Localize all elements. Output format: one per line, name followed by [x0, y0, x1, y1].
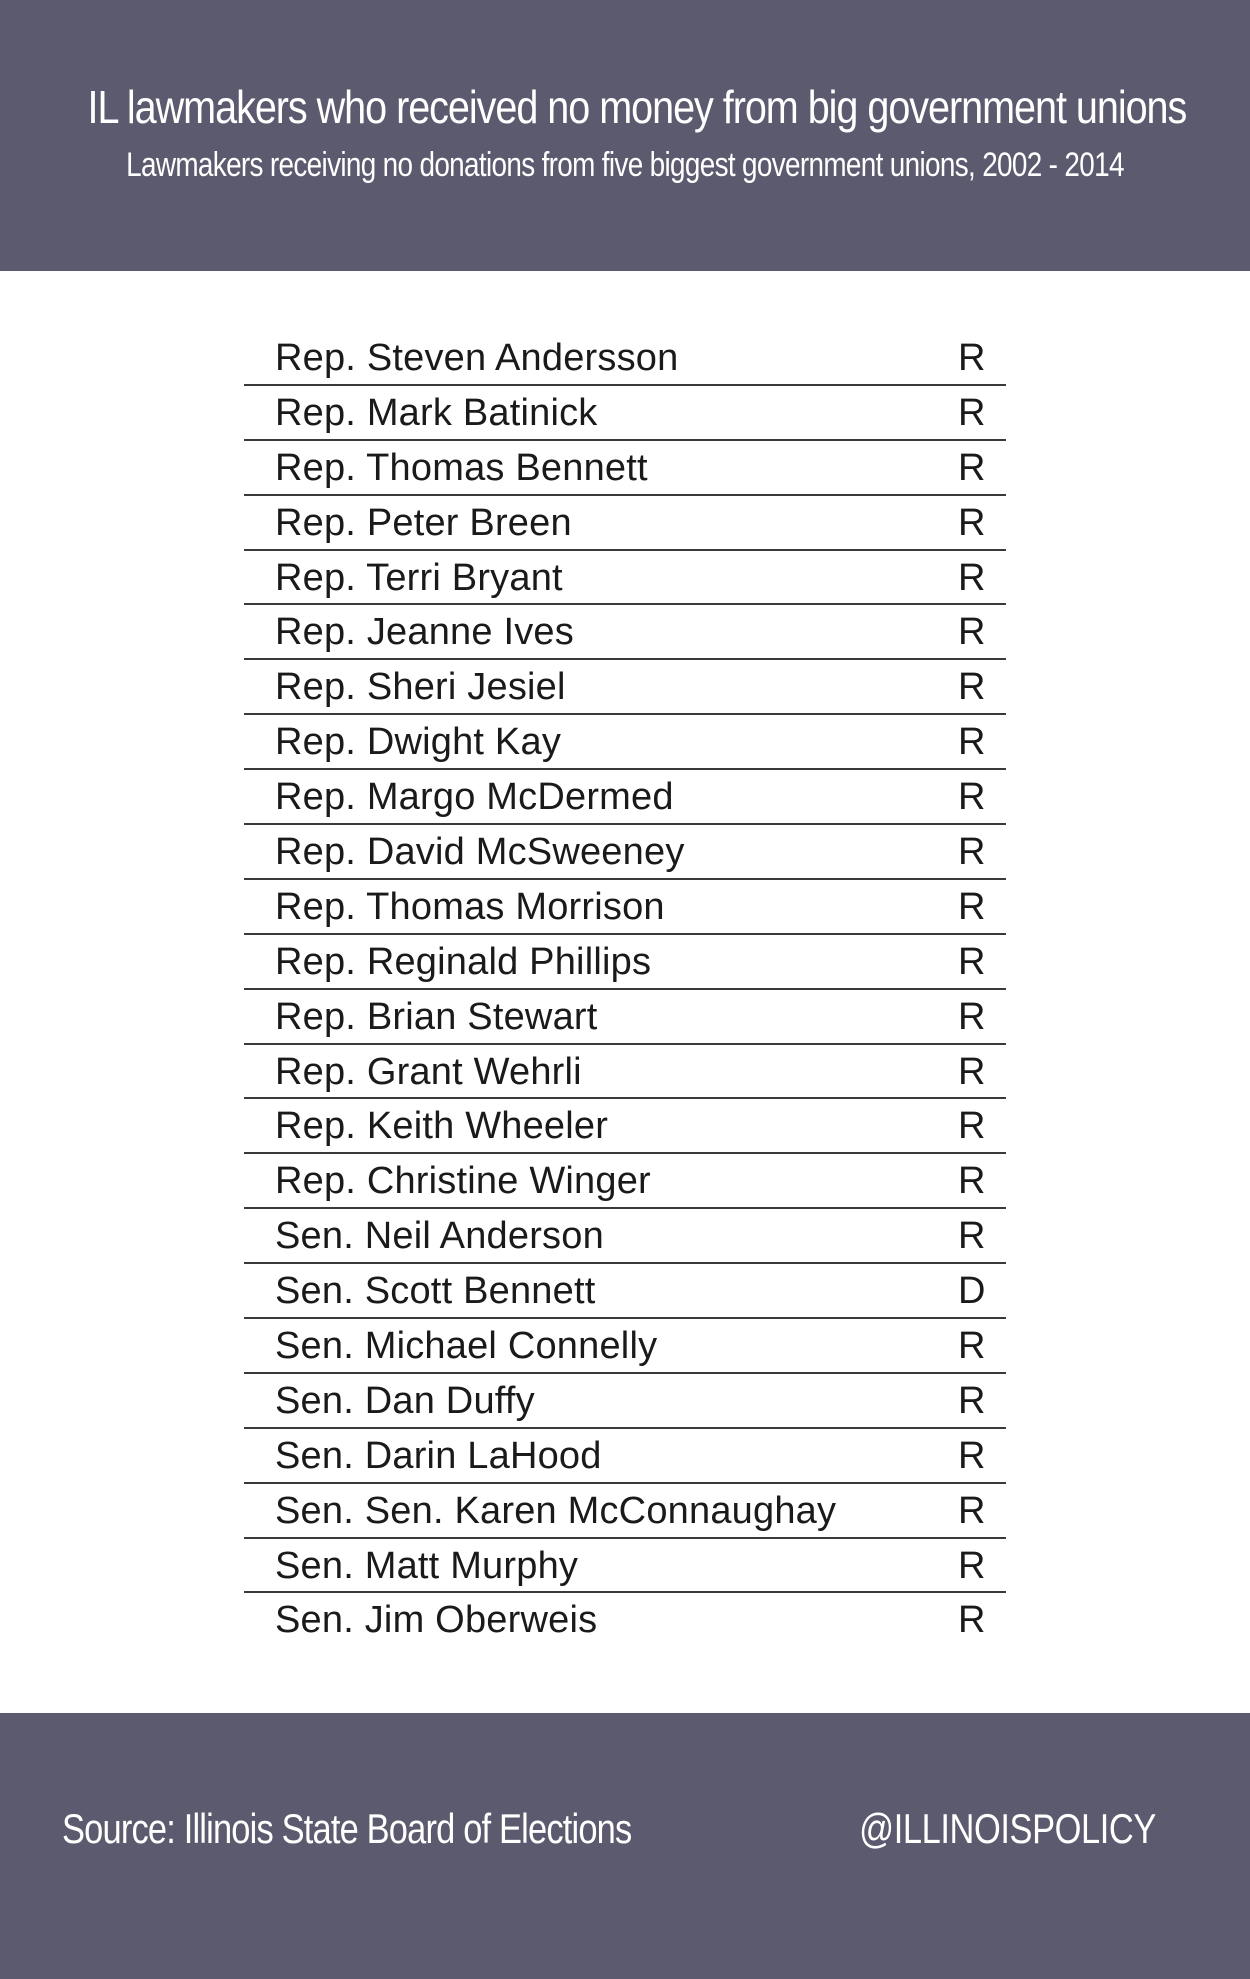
lawmaker-name: Rep. Sheri Jesiel — [275, 666, 566, 709]
party-label: R — [958, 1544, 986, 1587]
party-label: R — [958, 885, 986, 928]
table-row — [244, 551, 1006, 606]
page-title: IL lawmakers who received no money from big government unions — [87, 81, 1187, 133]
party-label: R — [958, 611, 986, 654]
footer-banner — [0, 1713, 1250, 1979]
social-handle: @ILLINOISPOLICY — [859, 1805, 1156, 1852]
header-banner — [0, 0, 1250, 271]
party-label: R — [958, 1599, 986, 1642]
lawmaker-table — [244, 331, 1006, 1648]
table-row — [244, 386, 1006, 441]
lawmaker-name: Sen. Jim Oberweis — [275, 1599, 598, 1642]
table-row — [244, 1593, 1006, 1648]
party-label: R — [958, 1050, 986, 1093]
party-label: R — [958, 940, 986, 983]
table-row — [244, 331, 1006, 386]
table-row — [244, 1319, 1006, 1374]
lawmaker-name: Rep. Brian Stewart — [275, 995, 598, 1038]
party-label: R — [958, 666, 986, 709]
lawmaker-name: Sen. Darin LaHood — [275, 1434, 602, 1477]
lawmaker-name: Sen. Michael Connelly — [275, 1325, 658, 1368]
table-row — [244, 990, 1006, 1045]
party-label: R — [958, 776, 986, 819]
lawmaker-name: Rep. Steven Andersson — [275, 337, 679, 379]
lawmaker-name: Rep. Christine Winger — [275, 1160, 651, 1203]
table-row — [244, 1484, 1006, 1539]
table-row — [244, 605, 1006, 660]
lawmaker-name: Rep. Reginald Phillips — [275, 940, 652, 983]
lawmaker-name: Rep. Thomas Morrison — [275, 885, 665, 928]
party-label: R — [958, 556, 986, 599]
lawmaker-name: Rep. Grant Wehrli — [275, 1050, 582, 1093]
lawmaker-name: Rep. Dwight Kay — [275, 721, 562, 764]
lawmaker-name: Rep. David McSweeney — [275, 831, 685, 874]
page-subtitle: Lawmakers receiving no donations from five biggest government unions, 2002 - 2014 — [126, 146, 1124, 184]
table-row — [244, 1154, 1006, 1209]
party-label: R — [958, 501, 986, 544]
party-label: R — [958, 391, 986, 434]
table-row — [244, 715, 1006, 770]
lawmaker-name: Rep. Terri Bryant — [275, 556, 563, 599]
lawmaker-name: Rep. Peter Breen — [275, 501, 572, 544]
table-row — [244, 1264, 1006, 1319]
lawmaker-name: Sen. Neil Anderson — [275, 1215, 604, 1258]
lawmaker-name: Rep. Keith Wheeler — [275, 1105, 609, 1148]
party-label: R — [958, 1489, 986, 1532]
table-row — [244, 496, 1006, 551]
party-label: R — [958, 337, 986, 379]
lawmaker-name: Sen. Dan Duffy — [275, 1379, 535, 1422]
party-label: R — [958, 1325, 986, 1368]
party-label: R — [958, 1434, 986, 1477]
lawmaker-name: Sen. Sen. Karen McConnaughay — [275, 1489, 837, 1532]
table-row — [244, 441, 1006, 496]
lawmaker-name: Sen. Scott Bennett — [275, 1270, 596, 1313]
table-row — [244, 1429, 1006, 1484]
table-row — [244, 880, 1006, 935]
table-row — [244, 1099, 1006, 1154]
table-row — [244, 1045, 1006, 1100]
table-row — [244, 1374, 1006, 1429]
lawmaker-name: Sen. Matt Murphy — [275, 1544, 579, 1587]
party-label: D — [958, 1270, 986, 1313]
table-row — [244, 1209, 1006, 1264]
party-label: R — [958, 1160, 986, 1203]
party-label: R — [958, 446, 986, 489]
lawmaker-name: Rep. Thomas Bennett — [275, 446, 648, 489]
source-note: Source: Illinois State Board of Elections — [62, 1805, 632, 1852]
table-row — [244, 825, 1006, 880]
lawmaker-name: Rep. Mark Batinick — [275, 391, 598, 434]
table-row — [244, 660, 1006, 715]
party-label: R — [958, 995, 986, 1038]
table-row — [244, 1539, 1006, 1594]
party-label: R — [958, 831, 986, 874]
table-row — [244, 935, 1006, 990]
table-row — [244, 770, 1006, 825]
party-label: R — [958, 1105, 986, 1148]
party-label: R — [958, 1379, 986, 1422]
party-label: R — [958, 1215, 986, 1258]
lawmaker-name: Rep. Jeanne Ives — [275, 611, 574, 654]
lawmaker-name: Rep. Margo McDermed — [275, 776, 674, 819]
party-label: R — [958, 721, 986, 764]
